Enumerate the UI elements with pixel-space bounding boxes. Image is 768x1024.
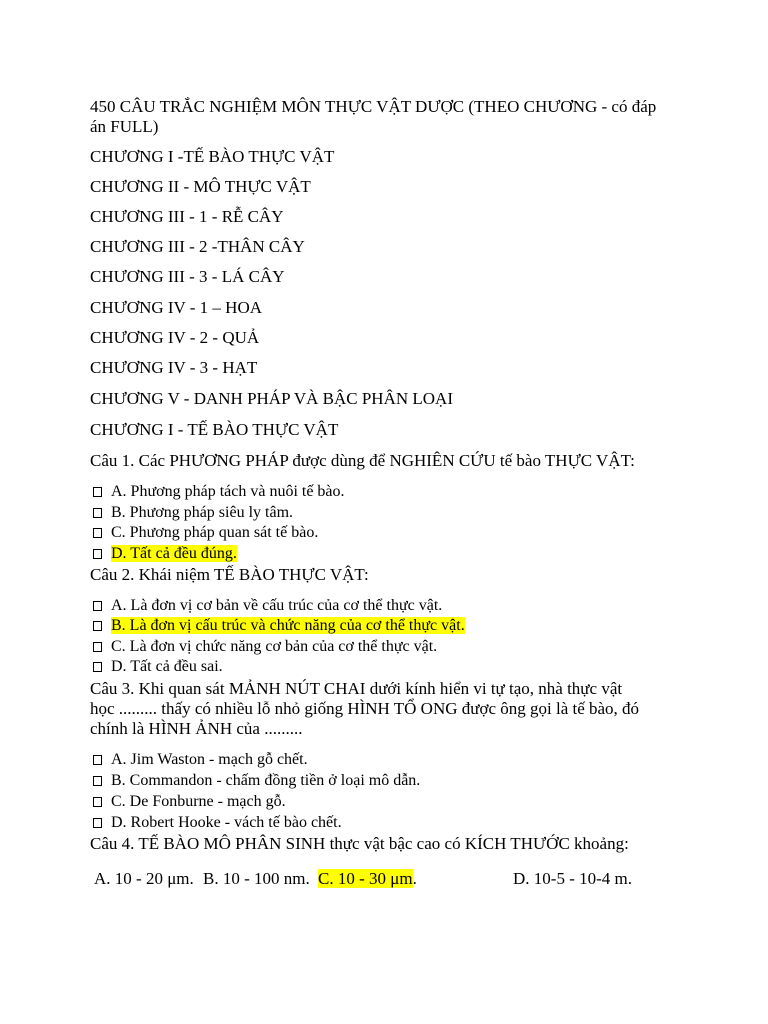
question-2-option-d[interactable]	[93, 656, 223, 677]
chapter-heading: CHƯƠNG IV - 2 - QUẢ	[90, 328, 260, 347]
checkbox-icon[interactable]	[93, 755, 102, 765]
option-label-correct: C. 10 - 30 μm	[318, 869, 413, 888]
option-label-correct: B. Là đơn vị cấu trúc và chức năng của cơ thể thực vật.	[111, 617, 465, 634]
checkbox-icon[interactable]	[93, 797, 102, 807]
question-4-answer-a[interactable]: A. 10 - 20 μm.	[94, 869, 194, 888]
answer-period: .	[412, 869, 417, 888]
checkbox-icon[interactable]	[93, 549, 102, 559]
option-label: D. Tất cả đều sai.	[111, 658, 223, 675]
question-3-option-b[interactable]	[93, 770, 420, 791]
question-2-text: Câu 2. Khái niệm TẾ BÀO THỰC VẬT:	[90, 565, 369, 584]
question-4-text: Câu 4. TẾ BÀO MÔ PHÂN SINH thực vật bậc cao có KÍCH THƯỚC khoảng:	[90, 834, 629, 853]
question-3-text-line-1: Câu 3. Khi quan sát MẢNH NÚT CHAI dưới kính hiển vi tự tạo, nhà thực vật	[90, 679, 623, 698]
question-4-answer-d[interactable]: D. 10-5 - 10-4 m.	[513, 869, 632, 888]
option-label: B. Phương pháp siêu ly tâm.	[111, 504, 294, 521]
question-4-answer-c[interactable]	[318, 868, 417, 890]
checkbox-icon[interactable]	[93, 776, 102, 786]
chapter-heading: CHƯƠNG III - 3 - LÁ CÂY	[90, 267, 285, 286]
question-1-text: Câu 1. Các PHƯƠNG PHÁP được dùng để NGHIÊN CỨU tế bào THỰC VẬT:	[90, 451, 635, 470]
checkbox-icon[interactable]	[93, 528, 102, 538]
chapter-heading: CHƯƠNG IV - 3 - HẠT	[90, 358, 258, 377]
checkbox-icon[interactable]	[93, 601, 102, 611]
chapter-heading: CHƯƠNG II - MÔ THỰC VẬT	[90, 177, 311, 196]
chapter-heading: CHƯƠNG IV - 1 – HOA	[90, 298, 263, 317]
chapter-heading: CHƯƠNG I - TẾ BÀO THỰC VẬT	[90, 420, 339, 439]
option-label: A. Phương pháp tách và nuôi tế bào.	[111, 483, 345, 500]
question-1-option-c[interactable]	[93, 522, 318, 543]
document-title-line-2: án FULL)	[90, 117, 159, 136]
document-title-line-1: 450 CÂU TRẮC NGHIỆM MÔN THỰC VẬT DƯỢC (THEO CHƯƠNG - có đáp	[90, 97, 657, 116]
option-label: A. Là đơn vị cơ bản về cấu trúc của cơ thể thực vật.	[111, 597, 443, 614]
checkbox-icon[interactable]	[93, 487, 102, 497]
option-label: A. Jim Waston - mạch gỗ chết.	[111, 751, 308, 768]
question-1-option-a[interactable]	[93, 481, 345, 502]
option-label-correct: D. Tất cả đều đúng.	[111, 545, 237, 562]
chapter-heading: CHƯƠNG I -TẾ BÀO THỰC VẬT	[90, 147, 335, 166]
chapter-heading: CHƯƠNG III - 1 - RỄ CÂY	[90, 207, 284, 226]
question-2-option-b[interactable]	[93, 615, 465, 636]
question-2-option-c[interactable]	[93, 636, 437, 657]
option-label: B. Commandon - chấm đồng tiền ở loại mô dẫn.	[111, 772, 421, 789]
chapter-heading: CHƯƠNG V - DANH PHÁP VÀ BẬC PHÂN LOẠI	[90, 389, 453, 408]
checkbox-icon[interactable]	[93, 642, 102, 652]
question-1-option-b[interactable]	[93, 502, 293, 523]
option-label: C. Phương pháp quan sát tế bào.	[111, 524, 319, 541]
option-label: D. Robert Hooke - vách tế bào chết.	[111, 814, 342, 831]
question-1-option-d[interactable]	[93, 543, 237, 564]
checkbox-icon[interactable]	[93, 818, 102, 828]
checkbox-icon[interactable]	[93, 621, 102, 631]
question-3-option-c[interactable]	[93, 791, 286, 812]
question-3-option-a[interactable]	[93, 749, 308, 770]
option-label: C. Là đơn vị chức năng cơ bản của cơ thể thực vật.	[111, 638, 438, 655]
option-label: C. De Fonburne - mạch gỗ.	[111, 793, 286, 810]
chapter-heading: CHƯƠNG III - 2 -THÂN CÂY	[90, 237, 305, 256]
question-2-option-a[interactable]	[93, 595, 442, 616]
checkbox-icon[interactable]	[93, 662, 102, 672]
question-3-option-d[interactable]	[93, 812, 342, 833]
question-3-text-line-2: học ......... thấy có nhiều lỗ nhỏ giống HÌNH TỔ ONG được ông gọi là tế bào, đó	[90, 699, 640, 718]
question-3-text-line-3: chính là HÌNH ẢNH của .........	[90, 719, 303, 738]
checkbox-icon[interactable]	[93, 508, 102, 518]
question-4-answer-b[interactable]: B. 10 - 100 nm.	[203, 869, 310, 888]
